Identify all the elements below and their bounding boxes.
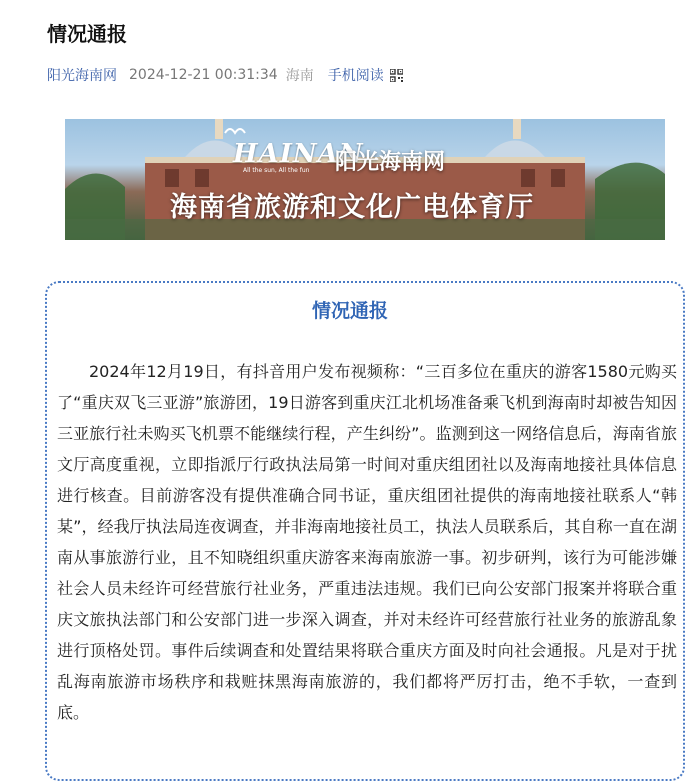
header-banner bbox=[65, 119, 665, 240]
logo-tagline: All the sun, All the fun bbox=[243, 167, 310, 174]
page-title: 情况通报 bbox=[47, 22, 127, 46]
notice-title: 情况通报 bbox=[311, 300, 388, 322]
region-label: 海南 bbox=[285, 68, 314, 84]
qr-code-icon[interactable] bbox=[390, 69, 403, 82]
source-link[interactable]: 阳光海南网 bbox=[47, 68, 117, 84]
publish-timestamp: 2024-12-21 00:31:34 bbox=[129, 67, 278, 83]
notice-body: 2024年12月19日，有抖音用户发布视频称：“三百多位在重庆的游客1580元购买了“重庆双飞三亚游”旅游团，19日游客到重庆江北机场准备乘飞机到海南时却被告知因三亚旅行社未购买飞机票不能继续行程，产生纠纷”。监测到这一网络信息后，海南省旅文厅高度重视，立即指派厅行政执法局第一时间对重庆组团社以及海南地接社具体信息进行核查。目前游客没有提供准确合同书证，重庆组团社提供的海南地接社联系人“韩某”，经我厅执法局连夜调查，并非海南地接社员工，执法人员联系后，其自称一直在湖南从事旅游行业，且不知晓组织重庆游客来海南旅游一事。初步研判，该行为可能涉嫌社会人员未经许可经营旅行社业务，严重违法违规。我们已向公安部门报案并将联合重庆文旅执法部门和公安部门进一步深入调查，并对未经许可经营旅行社业务的旅游乱象进行顶格处罚。事件后续调查和处置结果将联合重庆方面及时向社会通报。凡是对于扰乱海南旅游市场秩序和栽赃抹黑海南旅游的，我们都将严厉打击，绝不手软，一查到底。 bbox=[57, 362, 677, 722]
mobile-read-link[interactable]: 手机阅读 bbox=[327, 68, 384, 84]
banner-org-name: 海南省旅游和文化广电体育厅 bbox=[170, 192, 534, 223]
hainan-logo: HAINAN bbox=[233, 139, 364, 169]
article-meta bbox=[47, 65, 403, 85]
banner-site-name: 阳光海南网 bbox=[335, 150, 446, 175]
